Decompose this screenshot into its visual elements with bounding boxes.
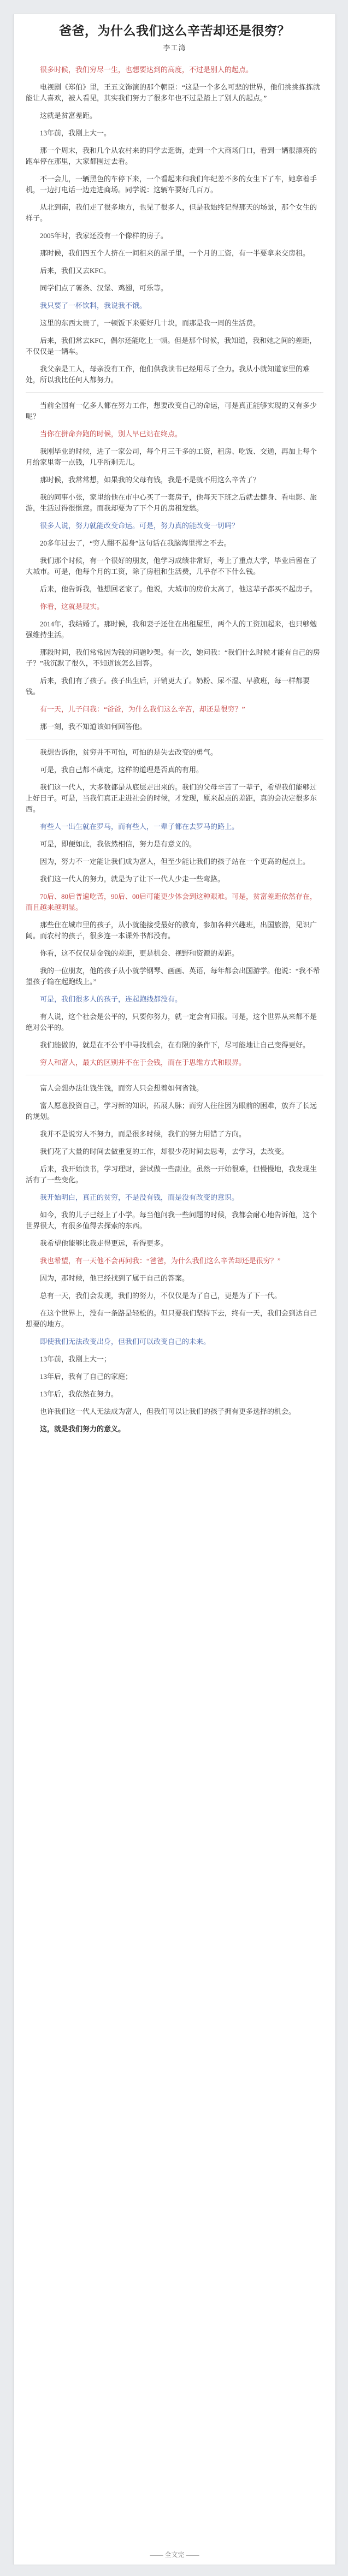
article-paragraph: 我只要了一杯饮料，我说我不饿。	[40, 301, 147, 310]
article-paragraph: 穷人和富人，最大的区别并不在于金钱，而在于思维方式和眼界。	[40, 1058, 246, 1067]
article-paragraph: 当前全国有一亿多人都在努力工作，想要改变自己的命运，可是真正能够实现的又有多少呢？	[26, 401, 317, 421]
article-paragraph: 那一个周末，我和几个从农村来的同学去逛街，走到一个大商场门口，看到一辆很漂亮的跑车停在那里，大家都围过去看。	[26, 146, 317, 165]
article-paragraph: 即使我们无法改变出身，但我们可以改变自己的未来。	[40, 1337, 211, 1346]
article-paragraph: 2005年时，我家还没有一个像样的房子。	[40, 232, 168, 240]
article-paragraph: 后来，我们又去KFC。	[40, 267, 111, 275]
article-paragraph: 有人说，这个社会是公平的，只要你努力，就一定会有回报。可是，这个世界从来都不是绝对公平的。	[26, 1012, 317, 1032]
article-paragraph: 我们这一代人，大多数都是从底层走出来的。我们的父母辛苦了一辈子，希望我们能够过上好日子。可是，当我们真正走进社会的时候，才发现，原来起点的差距，真的会决定很多东西。	[26, 783, 317, 813]
article-paragraph: 13年前，我刚上大一；	[40, 1355, 111, 1363]
article-paragraph: 70后、80后普遍吃苦，90后、00后可能更少体会到这种艰难。可是，贫富差距依然存在，而且越来越明显。	[26, 892, 317, 911]
article-paragraph: 13年后，我依然在努力。	[40, 1390, 119, 1398]
article-paragraph: 可是，我自己都不确定，这样的道理是否真的有用。	[40, 766, 204, 774]
article-body	[14, 64, 335, 1435]
article-paragraph: 富人愿意投资自己，学习新的知识，拓展人脉；而穷人往往因为眼前的困难，放弃了长远的规划。	[26, 1102, 317, 1121]
article-paragraph: 2014年，我结婚了。那时候，我和妻子还住在出租屋里，两个人的工资加起来，也只够勉强维持生活。	[26, 620, 317, 639]
article-paragraph: 因为，那时候，他已经找到了属于自己的答案。	[40, 1274, 190, 1282]
article-paragraph: 这，就是我们努力的意义。	[40, 1425, 126, 1433]
article-paragraph: 我们这一代人的努力，就是为了让下一代人少走一些弯路。	[40, 875, 225, 883]
article-paragraph: 同学们点了薯条、汉堡、鸡翅，可乐等。	[40, 284, 168, 292]
article-paragraph: 有些人一出生就在罗马，而有些人，一辈子都在去罗马的路上。	[40, 822, 239, 831]
article-paragraph: 电视剧《郑伯》里，王五文饰演的那个朝臣：“这是一个多么可悲的世界，他们挑挑拣拣就能让人喜欢，被人看见，其实我们努力了很多年也不过是踏上了别人的起点。”	[26, 83, 320, 102]
article-page	[13, 14, 336, 2565]
article-paragraph: 你看，这不仅仅是金钱的差距，更是机会、视野和资源的差距。	[40, 949, 239, 957]
article-paragraph: 后来，我们有了孩子。孩子出生后，开销更大了。奶粉、尿不湿、早教班，每一样都要钱。	[26, 677, 310, 696]
article-paragraph: 那些住在城市里的孩子，从小就能接受最好的教育，参加各种兴趣班，出国旅游，见识广阔。而农村的孩子，很多连一本课外书都没有。	[26, 921, 317, 940]
article-paragraph: 我也希望，有一天他不会再问我：“爸爸，为什么我们这么辛苦却还是很穷？”	[40, 1257, 281, 1265]
section-divider	[26, 392, 323, 393]
article-paragraph: 我们花了大量的时间去做重复的工作，却很少花时间去思考，去学习，去改变。	[40, 1147, 289, 1156]
article-paragraph: 我的一位朋友，他的孩子从小就学钢琴、画画、英语，每年都会出国游学。他说：“我不希望孩子输在起跑线上。”	[26, 967, 320, 986]
article-paragraph: 可是，即便如此，我依然相信，努力是有意义的。	[40, 840, 197, 848]
article-paragraph: 有一天，儿子问我：“爸爸，为什么我们这么辛苦，却还是很穷？”	[40, 705, 245, 713]
article-footer: —— 全文完 ——	[150, 2551, 199, 2559]
article-paragraph: 你看，这就是现实。	[40, 602, 104, 611]
article-paragraph: 那一刻，我不知道该如何回答他。	[40, 723, 147, 731]
article-paragraph: 如今，我的儿子已经上了小学。每当他问我一些问题的时候，我都会耐心地告诉他，这个世界很大，有很多值得去探索的东西。	[26, 1211, 317, 1230]
article-paragraph: 我父亲是工人，母亲没有工作，他们供我读书已经用尽了全力。我从小就知道家里的难处，所以我比任何人都努力。	[26, 365, 310, 384]
article-paragraph: 可是，我们很多人的孩子，连起跑线都没有。	[40, 995, 182, 1003]
article-paragraph: 我刚毕业的时候，进了一家公司，每个月三千多的工资，租房、吃饭、交通，再加上每个月给家里寄一点钱，几乎所剩无几。	[26, 447, 317, 466]
article-paragraph: 很多人说，努力就能改变命运。可是，努力真的能改变一切吗？	[40, 522, 239, 530]
article-paragraph: 后来，我们常去KFC，偶尔还能吃上一顿。但是那个时候，我知道，我和她之间的差距，不仅仅是一辆车。	[26, 336, 317, 356]
article-paragraph: 后来，我开始读书，学习理财，尝试做一些副业。虽然一开始很难，但慢慢地，我发现生活有了一些变化。	[26, 1165, 317, 1184]
article-paragraph: 这就是贫富差距。	[40, 111, 97, 120]
article-title: 爸爸，为什么我们这么辛苦却还是很穷？	[59, 24, 290, 38]
article-paragraph: 在这个世界上，没有一条路是轻松的。但只要我们坚持下去，终有一天，我们会到达自己想要的地方。	[26, 1309, 317, 1328]
article-paragraph: 我的同事小张，家里给他在市中心买了一套房子，他每天下班之后就去健身、看电影、旅游，生活过得很惬意。而我却要为了下个月的房租发愁。	[26, 493, 317, 512]
article-author: 李工湾	[163, 44, 186, 52]
article-paragraph: 不一会儿，一辆黑色的车停下来，一个看起来和我们年纪差不多的女生下了车，她拿着手机，一边打电话一边走进商场。同学说：这辆车要好几百万。	[26, 175, 317, 194]
article-paragraph: 很多时候，我们穷尽一生，也想要达到的高度，不过是别人的起点。	[40, 66, 253, 74]
article-paragraph: 也许我们这一代人无法成为富人，但我们可以让我们的孩子拥有更多选择的机会。	[40, 1407, 296, 1416]
article-paragraph: 那时候，我们四五个人挤在一间租来的屋子里，一个月的工资，有一半要拿来交房租。	[40, 249, 310, 257]
article-paragraph: 13年前，我刚上大一。	[40, 129, 111, 137]
article-paragraph: 那时候，我常常想，如果我的父母有钱，我是不是就不用这么辛苦了？	[40, 476, 261, 484]
article-paragraph: 我想告诉他，贫穷并不可怕，可怕的是失去改变的勇气。	[40, 748, 218, 756]
article-paragraph: 这里的东西太贵了，一顿饭下来要好几十块，而那是我一周的生活费。	[40, 319, 261, 327]
article-paragraph: 后来，他告诉我，他想回老家了。他说，大城市的房价太高了，他这辈子都买不起房子。	[40, 585, 317, 593]
article-paragraph: 我们那个时候，有一个很好的朋友，他学习成绩非常好，考上了重点大学，毕业后留在了大城市。可是，他每个月的工资，除了房租和生活费，几乎存不下什么钱。	[26, 556, 317, 576]
article-paragraph: 我们能做的，就是在不公平中寻找机会，在有限的条件下，尽可能地让自己变得更好。	[40, 1041, 310, 1049]
article-paragraph: 总有一天，我们会发现，我们的努力，不仅仅是为了自己，更是为了下一代。	[40, 1292, 282, 1300]
article-paragraph: 因为，努力不一定能让我们成为富人，但至少能让我们的孩子站在一个更高的起点上。	[40, 857, 310, 866]
article-paragraph: 20多年过去了，“穷人翻不起身”这句话在我脑海里挥之不去。	[40, 539, 231, 547]
article-paragraph: 我希望他能够比我走得更远，看得更多。	[40, 1239, 168, 1247]
article-paragraph: 从北到南，我们走了很多地方，也见了很多人，但是我始终记得那天的场景，那个女生的样子。	[26, 203, 317, 222]
article-paragraph: 那段时间，我们常常因为钱的问题吵架。有一次，她问我：“我们什么时候才能有自己的房子？”我沉默了很久，不知道该怎么回答。	[26, 648, 320, 667]
article-paragraph: 当你在拼命奔跑的时候，别人早已站在终点。	[40, 430, 182, 438]
article-paragraph: 富人会想办法让钱生钱，而穷人只会想着如何省钱。	[40, 1084, 204, 1092]
article-paragraph: 13年后，我有了自己的家庭；	[40, 1372, 133, 1381]
article-paragraph: 我开始明白，真正的贫穷，不是没有钱，而是没有改变的意识。	[40, 1193, 239, 1201]
article-paragraph: 我并不是说穷人不努力，而是很多时候，我们的努力用错了方向。	[40, 1130, 246, 1138]
